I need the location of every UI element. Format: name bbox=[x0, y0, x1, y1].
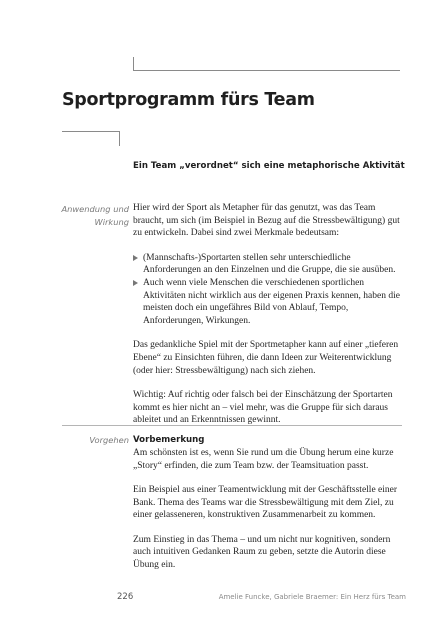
example-paragraph: Ein Beispiel aus einer Teamentwicklung mit der Geschäftsstelle einer Bank. Thema des Teams war die Stressbewältigung mit dem Ziel, zu einer gelasseneren, konstruktiven Zusammenarbeit zu kommen. bbox=[133, 484, 398, 521]
list-item-text: (Mannschafts-)Sportarten stellen sehr unterschiedliche Anforderungen an den Einzelnen und die Gruppe, die sie ausüben. bbox=[143, 252, 396, 276]
list-item-text: Auch wenn viele Menschen die verschiedenen sportlichen Aktivitäten nicht wirklich aus der eigenen Praxis kennen, haben die meisten doch ein ungefähres Bild von Ablauf, Tempo, Anforderungen, Wirkungen. bbox=[143, 278, 400, 327]
top-corner-rule-vertical bbox=[133, 57, 134, 71]
feature-list bbox=[133, 252, 403, 328]
list-item bbox=[133, 277, 403, 328]
metaphor-paragraph: Das gedankliche Spiel mit der Sportmetapher kann auf einer „tieferen Ebene“ zu Einsichten führen, die dann Ideen zur Weiterentwicklung (oder hier: Stressbewältigung) nach sich ziehen. bbox=[133, 340, 399, 376]
subtitle-rule-horizontal bbox=[62, 131, 120, 132]
list-item bbox=[133, 252, 403, 277]
section-vorgehen-body bbox=[133, 434, 403, 572]
top-corner-rule-horizontal bbox=[133, 70, 400, 71]
bullet-triangle-icon bbox=[133, 255, 138, 261]
side-label-line-1: Anwendung und bbox=[61, 204, 129, 214]
subtitle-rule-vertical bbox=[119, 131, 120, 146]
section-heading: Vorbemerkung bbox=[133, 435, 205, 445]
page-title: Sportprogramm fürs Team bbox=[62, 90, 315, 110]
bullet-triangle-icon bbox=[133, 280, 138, 286]
story-paragraph: Am schönsten ist es, wenn Sie rund um die Übung herum eine kurze „Story“ erfinden, die zum Team bzw. der Teamsituation passt. bbox=[133, 448, 394, 471]
entry-paragraph: Zum Einstieg in das Thema – und um nicht nur kognitiven, sondern auch intuitiven Gedanken Raum zu geben, setzte die Autorin diese Übung ein. bbox=[133, 534, 391, 570]
section-divider bbox=[62, 425, 402, 426]
side-label-anwendung bbox=[39, 203, 129, 229]
side-label-line-2: Wirkung bbox=[94, 217, 129, 227]
section-subtitle: Ein Team „verordnet“ sich eine metaphorische Aktivität bbox=[133, 161, 405, 171]
important-paragraph: Wichtig: Auf richtig oder falsch bei der Einschätzung der Sportarten kommt es hier nicht an – viel mehr, was die Gruppe für sich daraus ableitet und an Erkenntnissen gewinnt. bbox=[133, 389, 393, 426]
footer-credit: Amelie Funcke, Gabriele Braemer: Ein Herz fürs Team bbox=[218, 593, 406, 601]
side-label-vorgehen: Vorgehen bbox=[89, 435, 129, 445]
page-number: 226 bbox=[117, 592, 134, 602]
intro-paragraph: Hier wird der Sport als Metapher für das genutzt, was das Team braucht, um sich (im Beispiel in Bezug auf die Stressbewältigung) gut zu entwickeln. Dabei sind zwei Merkmale bedeutsam: bbox=[133, 203, 400, 239]
section-anwendung-body bbox=[133, 202, 403, 427]
